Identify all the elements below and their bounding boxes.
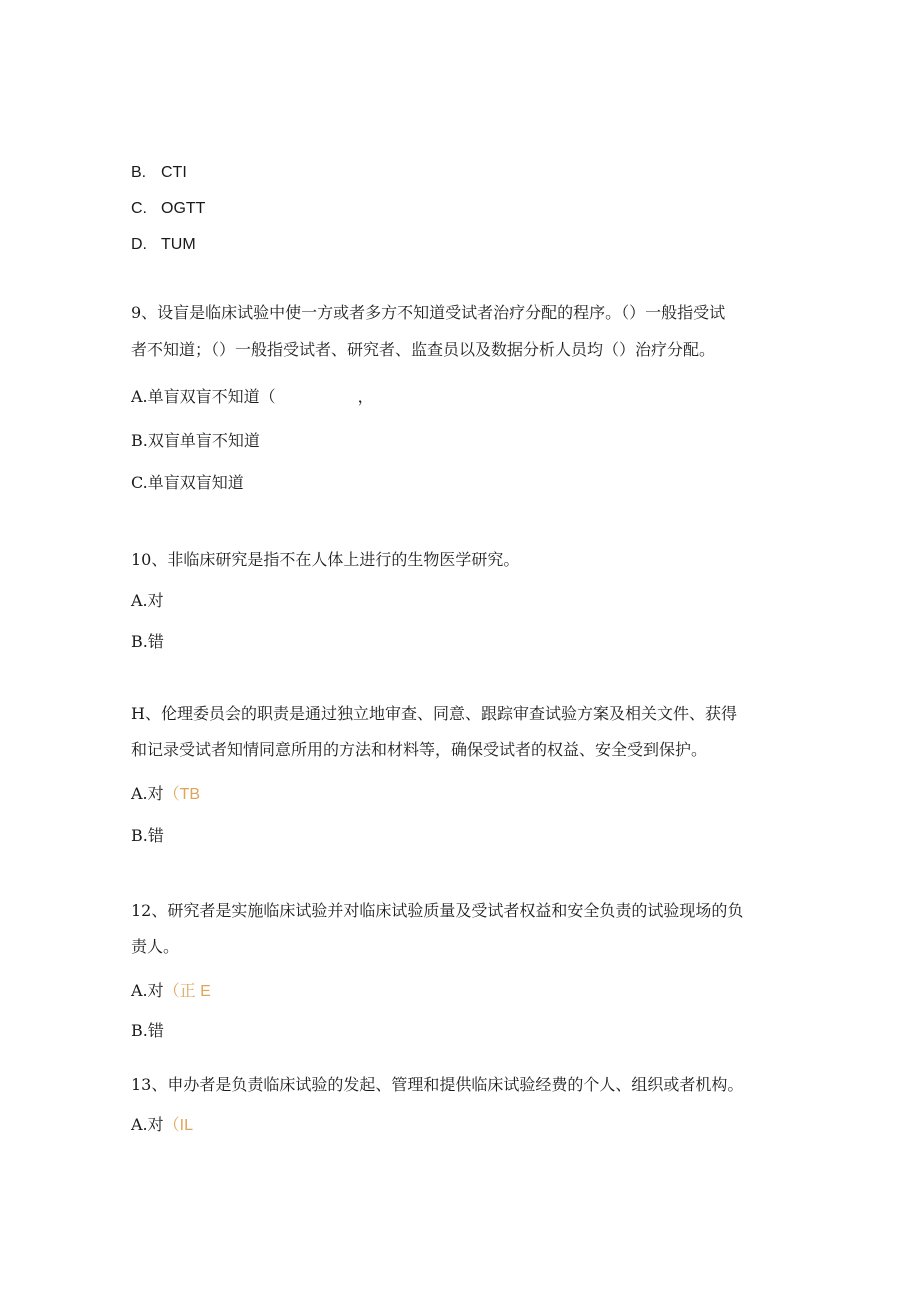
option-letter: C. (131, 200, 147, 217)
option-text: A.对 (131, 981, 164, 1000)
q11-option-b: B.错 (131, 826, 164, 845)
q13-option-a (131, 1115, 193, 1136)
q9-option-b: B.双盲单盲不知道 (131, 431, 260, 450)
option-text: CTI (161, 164, 187, 181)
q11-stem-line2: 和记录受试者知情同意所用的方法和材料等，确保受试者的权益、安全受到保护。 (131, 740, 708, 759)
q12-option-a (131, 981, 211, 1002)
q10-option-a: A.对 (131, 591, 164, 610)
q8-option-b (131, 163, 187, 183)
q12-option-b: B.错 (131, 1021, 164, 1040)
option-letter: B. (131, 164, 147, 181)
q12-stem-line2: 责人。 (131, 937, 180, 956)
option-text: TUM (161, 236, 196, 253)
q11-option-a (131, 784, 200, 805)
answer-mark: （正 E (163, 983, 211, 1000)
q11-stem-line1: H、伦理委员会的职责是通过独立地审查、同意、跟踪审查试验方案及相关文件、获得 (131, 704, 737, 723)
option-tail: ， (357, 387, 374, 406)
q8-option-d (131, 235, 196, 255)
option-text: A.单盲双盲不知道（ (131, 387, 276, 406)
q12-stem-line1: 12、研究者是实施临床试验并对临床试验质量及受试者权益和安全负责的试验现场的负 (131, 901, 744, 920)
q9-option-c: C.单盲双盲知道 (131, 473, 244, 492)
q13-stem: 13、申办者是负责临床试验的发起、管理和提供临床试验经费的个人、组织或者机构。 (131, 1075, 744, 1094)
option-text: A.对 (131, 784, 164, 803)
q9-stem-line2: 者不知道；（）一般指受试者、研究者、监查员以及数据分析人员均（）治疗分配。 (131, 340, 716, 359)
answer-mark: （IL (163, 1117, 194, 1134)
option-text: OGTT (161, 200, 206, 217)
q10-stem: 10、非临床研究是指不在人体上进行的生物医学研究。 (131, 550, 520, 569)
option-text: A.对 (131, 1115, 164, 1134)
q10-option-b: B.错 (131, 632, 164, 651)
q8-option-c (131, 199, 205, 219)
q9-option-a (131, 387, 374, 407)
option-letter: D. (131, 236, 147, 253)
q9-stem-line1: 9、设盲是临床试验中使一方或者多方不知道受试者治疗分配的程序。（）一般指受试 (131, 303, 726, 322)
answer-mark: （TB (163, 786, 201, 803)
